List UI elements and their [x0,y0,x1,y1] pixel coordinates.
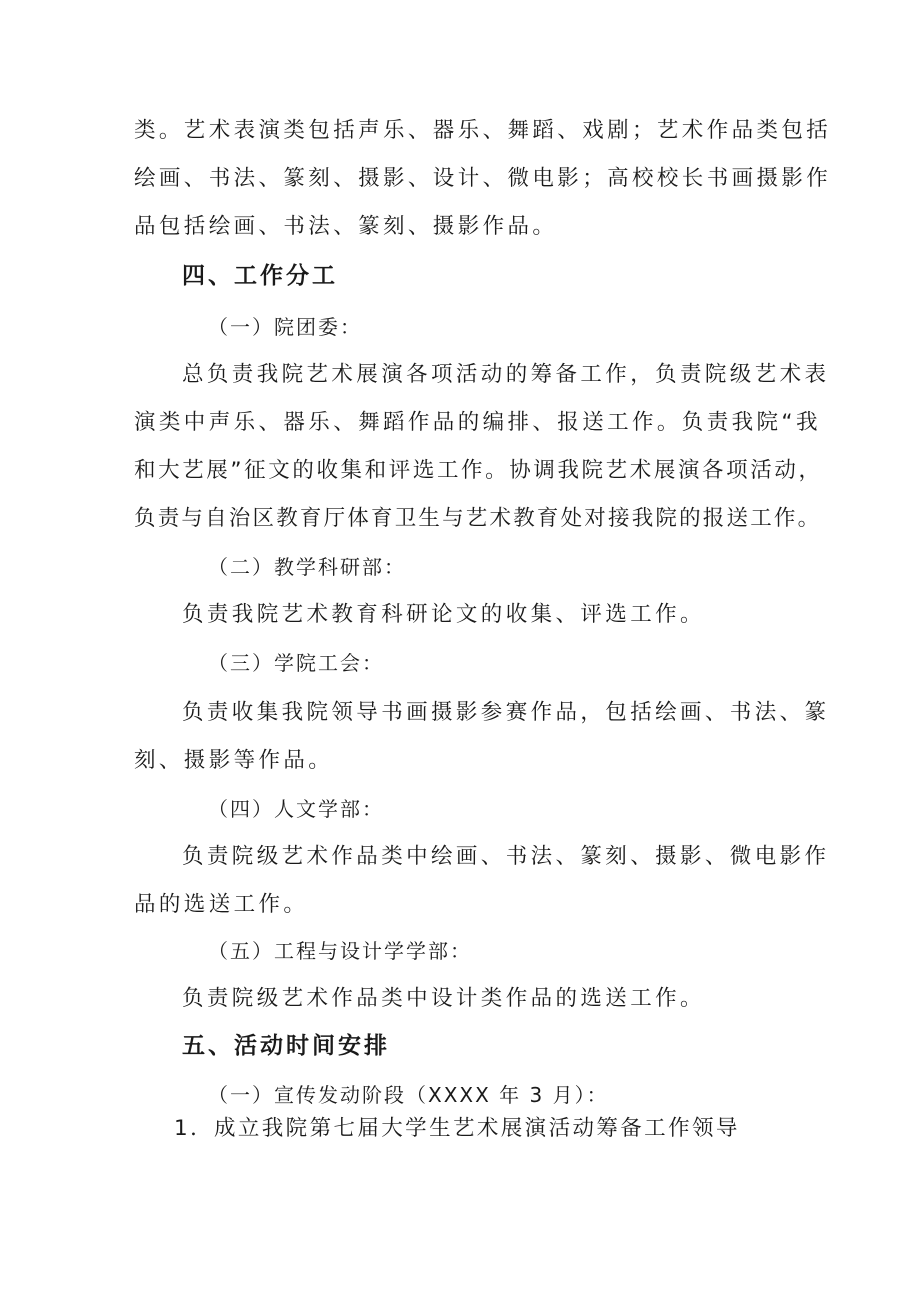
body-text-line: 品的选送工作。 [134,892,309,917]
body-text-line: 总负责我院艺术展演各项活动的筹备工作，负责院级艺术表 [182,362,830,387]
body-text-line: 负责我院艺术教育科研论文的收集、评选工作。 [182,602,705,627]
body-text-line: 1．成立我院第七届大学生艺术展演活动筹备工作领导 [174,1116,740,1141]
body-text-line: 类。艺术表演类包括声乐、器乐、舞蹈、戏剧；艺术作品类包括 [134,118,832,143]
body-text-line: 绘画、书法、篆刻、摄影、设计、微电影；高校校长书画摄影作 [134,166,832,191]
section-heading: 四、工作分工 [182,263,338,289]
body-text-line: 负责收集我院领导书画摄影参赛作品，包括绘画、书法、篆 [182,700,830,725]
body-text-line: 负责与自治区教育厅体育卫生与艺术教育处对接我院的报送工作。 [134,506,822,531]
subsection-title: （四）人文学部： [208,797,384,821]
body-text-line: 演类中声乐、器乐、舞蹈作品的编排、报送工作。负责我院“我 [134,410,821,435]
body-text-line: 和大艺展”征文的收集和评选工作。协调我院艺术展演各项活动， [134,458,823,483]
subsection-title: （三）学院工会： [208,651,384,675]
subsection-title: （五）工程与设计学学部： [208,939,472,963]
body-text-line: 负责院级艺术作品类中绘画、书法、篆刻、摄影、微电影作 [182,844,830,869]
subsection-title: （一）宣传发动阶段（XXXX 年 3 月）： [208,1083,609,1107]
subsection-title: （一）院团委： [208,315,362,339]
body-text-line: 品包括绘画、书法、篆刻、摄影作品。 [134,214,558,239]
body-text-line: 刻、摄影等作品。 [134,748,334,773]
subsection-title: （二）教学科研部： [208,555,406,579]
section-heading: 五、活动时间安排 [182,1033,390,1059]
body-text-line: 负责院级艺术作品类中设计类作品的选送工作。 [182,986,705,1011]
